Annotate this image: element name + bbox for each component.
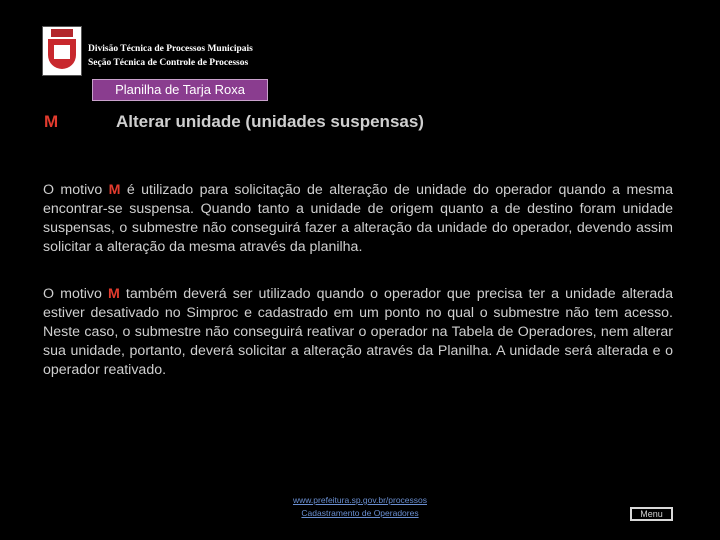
paragraph-2-text: também deverá ser utilizado quando o operador que precisa ter a unidade alterada estiver desativado no Simproc e cadastrado em um ponto no qual o submestre não tem acesso. Neste caso, o submestre não conseguirá reativar o operador na Tabela de Operadores, nem alterar sua unidade, portanto, deverá solicitar a alteração através da Planilha. A unidade será alterada e o operador reativado. <box>43 286 673 378</box>
section-name: Seção Técnica de Controle de Processos <box>88 58 249 68</box>
website-link[interactable]: www.prefeitura.sp.gov.br/processos <box>292 495 427 505</box>
paragraph-2-code: M <box>108 286 120 302</box>
menu-button[interactable]: Menu <box>630 507 673 521</box>
paragraph-2-intro: O motivo <box>43 286 108 302</box>
footer-links <box>270 494 450 520</box>
paragraph-1-text: é utilizado para solicitação de alteração de unidade do operador quando a mesma encontrar-se suspensa. Quando tanto a unidade de origem quanto a de destino foram unidade suspensas, o submestre não conseguirá fazer a alteração da unidade do operador, devendo assim solicitar a alteração da mesma através da planilha. <box>43 182 673 255</box>
paragraph-1-code: M <box>108 182 121 198</box>
motive-code: M <box>44 112 59 131</box>
crown-icon <box>51 29 73 37</box>
spreadsheet-badge: Planilha de Tarja Roxa <box>92 79 268 101</box>
paragraph-1 <box>43 181 673 257</box>
department-header <box>88 42 253 70</box>
arm-emblem-icon <box>54 45 70 59</box>
paragraph-2 <box>43 285 673 380</box>
paragraph-1-intro: O motivo <box>43 182 109 198</box>
operator-registration-link[interactable]: Cadastramento de Operadores <box>301 508 419 518</box>
city-coat-of-arms-logo <box>42 26 82 76</box>
department-name: Divisão Técnica de Processos Municipais <box>88 44 253 54</box>
page-title: Alterar unidade (unidades suspensas) <box>116 112 424 131</box>
